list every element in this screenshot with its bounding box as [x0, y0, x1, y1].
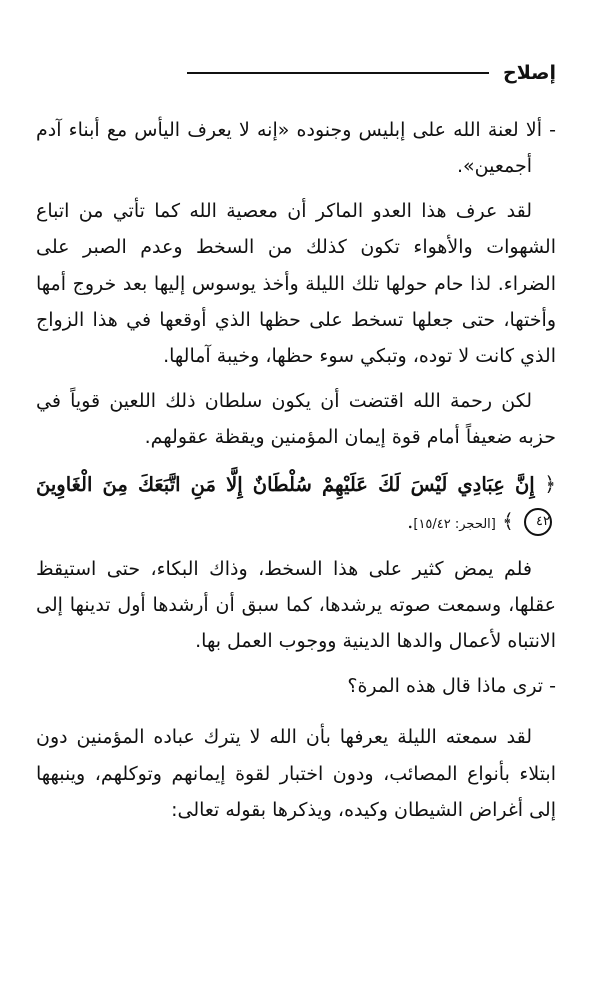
- paragraph-1: - ألا لعنة الله على إبليس وجنوده «إنه لا يعرف اليأس مع أبناء آدم أجمعين».: [36, 119, 556, 178]
- running-header: [187, 58, 556, 88]
- paragraph-4: فلم يمض كثير على هذا السخط، وذاك البكاء، حتى استيقظ عقلها، وسمعت صوته يرشدها، كما سبق أن أرشدها أول تدينها إلى الانتباه لأعمال والدها الدينية ووجوب العمل بها.: [36, 557, 556, 653]
- quran-reference: [الحجر: ١٥/٤٢]: [413, 516, 496, 532]
- paragraph-6: لقد سمعته الليلة يعرفها بأن الله لا يترك عباده المؤمنين دون ابتلاء بأنواع المصائب، ودون اختبار لقوة إيمانهم وتوكلهم، وينبهها إلى أغراض الشيطان وكيده، ويذكرها بقوله تعالى:: [36, 726, 556, 822]
- header-rule: [187, 72, 489, 74]
- quran-close-bracket: ﴾: [502, 508, 514, 533]
- paragraph-3: لكن رحمة الله اقتضت أن يكون سلطان ذلك اللعين قوياً في حزبه ضعيفاً أمام قوة إيمان المؤمنين ويقظة عقولهم.: [36, 389, 556, 449]
- quran-open-bracket: ﴿: [544, 471, 556, 496]
- quran-text: إِنَّ عِبَادِي لَيْسَ لَكَ عَلَيْهِمْ سُلْطَانٌ إِلَّا مَنِ اتَّبَعَكَ مِنَ الْغَاوِينَ: [36, 472, 535, 496]
- quran-end: .: [407, 509, 414, 533]
- chapter-title: إصلاح: [503, 62, 556, 84]
- ayah-number-marker: ٤٢: [524, 508, 552, 536]
- paragraph-2: لقد عرف هذا العدو الماكر أن معصية الله كما تأتي من اتباع الشهوات والأهواء تكون كذلك من السخط وعدم الصبر على الضراء. لذا حام حولها تلك الليلة وأخذ يوسوس إليها بعد خروج أمها وأختها، حتى جعلها تسخط على حظها الذي أوقعها في هذا الزواج الذي كانت لا توده، وتبكي سوء حظها، وخيبة آمالها.: [36, 199, 556, 368]
- quran-verse: [36, 466, 556, 543]
- paragraph-5: - ترى ماذا قال هذه المرة؟: [347, 674, 556, 697]
- body-text: [36, 112, 556, 829]
